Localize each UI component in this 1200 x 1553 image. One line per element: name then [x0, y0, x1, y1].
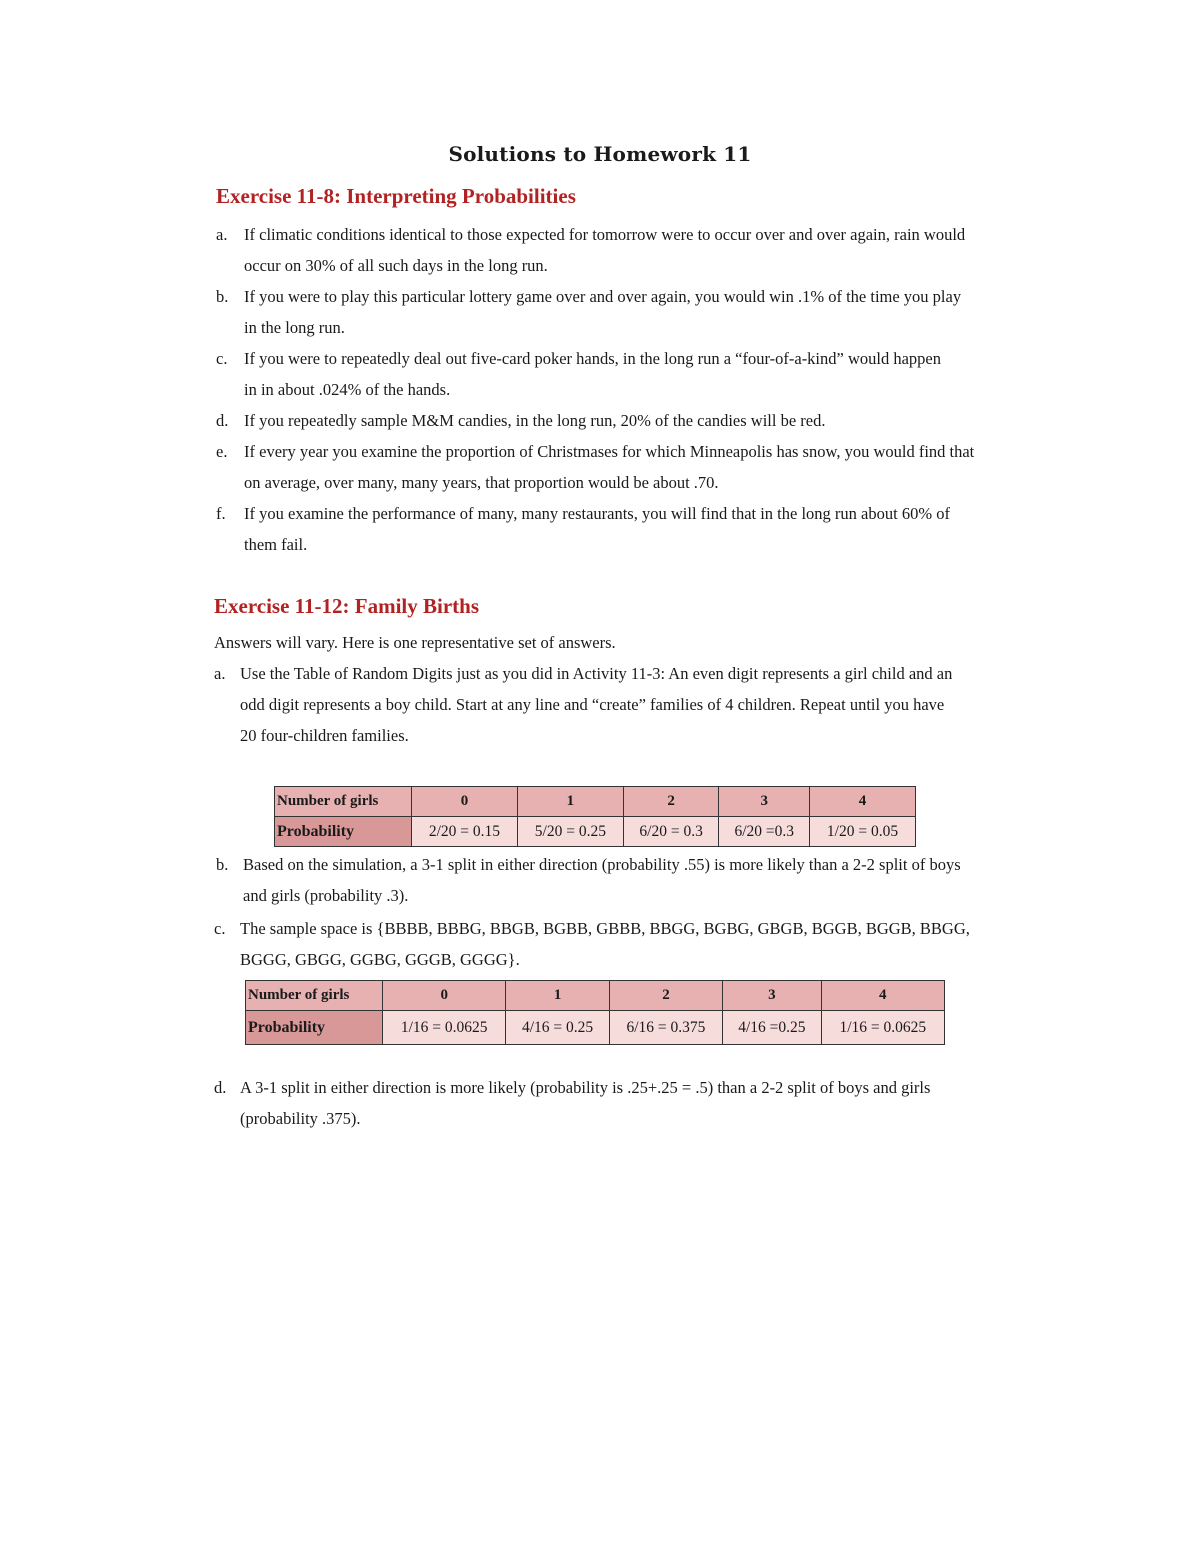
list-item [216, 436, 986, 498]
table-cell: 4/16 = 0.25 [506, 1011, 609, 1045]
list-item-text: If climatic conditions identical to those expected for tomorrow were to occur over and over again, rain would occur on 30% of all such days in the long run. [244, 225, 966, 275]
table-cell: 6/20 = 0.3 [623, 817, 719, 847]
list-item [216, 219, 986, 281]
list-item-text: If you repeatedly sample M&M candies, in the long run, 20% of the candies will be red. [244, 411, 826, 430]
table-row [246, 1011, 945, 1045]
page-title: Solutions to Homework 11 [448, 142, 752, 166]
table-cell: 4/16 =0.25 [723, 1011, 821, 1045]
list-marker: b. [216, 287, 229, 306]
list-marker: a. [216, 225, 228, 244]
table-header-cell: 2 [609, 981, 722, 1011]
list-item [214, 658, 964, 751]
list-item [216, 849, 981, 911]
exercise-11-12-heading: Exercise 11-12: Family Births [214, 594, 479, 618]
sample-space-table [245, 980, 945, 1045]
intro-text: Answers will vary. Here is one representative set of answers. [214, 633, 616, 652]
table-header-cell: 0 [412, 787, 518, 817]
list-marker: a. [214, 664, 226, 683]
table-cell: 1/20 = 0.05 [810, 817, 916, 847]
list-marker: c. [214, 919, 226, 938]
table-row-label: Number of girls [275, 787, 412, 817]
list-item [216, 343, 986, 405]
list-marker: d. [216, 411, 229, 430]
table-cell: 2/20 = 0.15 [412, 817, 518, 847]
list-marker: f. [216, 504, 226, 523]
table-row-label: Probability [275, 817, 412, 847]
table-row-label: Number of girls [246, 981, 383, 1011]
list-item-text: If every year you examine the proportion of Christmases for which Minneapolis has snow, you would find that on average, over many, many years, that proportion would be about .70. [244, 442, 975, 492]
exercise-11-8-heading: Exercise 11-8: Interpreting Probabilities [216, 184, 576, 208]
table-header-cell: 1 [506, 981, 609, 1011]
list-item [214, 913, 989, 975]
list-marker: c. [216, 349, 228, 368]
list-marker: d. [214, 1078, 227, 1097]
table-header-cell: 2 [623, 787, 719, 817]
table-header-cell: 4 [821, 981, 944, 1011]
list-item [216, 281, 986, 343]
table-cell: 6/16 = 0.375 [609, 1011, 722, 1045]
table-cell: 6/20 =0.3 [719, 817, 810, 847]
table-cell: 5/20 = 0.25 [517, 817, 623, 847]
list-marker: b. [216, 855, 229, 874]
list-item-text: If you were to play this particular lottery game over and over again, you would win .1% of the time you play in the long run. [244, 287, 962, 337]
list-item-text: Use the Table of Random Digits just as you did in Activity 11-3: An even digit represents a girl child and an odd digit represents a boy child. Start at any line and “create” families of 4 children. Repeat until you have 20 four-children families. [240, 664, 953, 745]
list-marker: e. [216, 442, 228, 461]
list-item-text: The sample space is {BBBB, BBBG, BBGB, BGBB, GBBB, BBGG, BGBG, GBGB, BGGB, BGGB, BBGG, BGGG, GBGG, GGBG, GGGB, GGGG}. [240, 919, 970, 969]
table-header-cell: 4 [810, 787, 916, 817]
list-item-text: Based on the simulation, a 3-1 split in either direction (probability .55) is more likely than a 2-2 split of boys and girls (probability .3). [243, 855, 961, 905]
table-row [275, 817, 916, 847]
list-item [216, 498, 986, 560]
list-item-text: If you examine the performance of many, many restaurants, you will find that in the long run about 60% of them fail. [244, 504, 950, 554]
table-cell: 1/16 = 0.0625 [821, 1011, 944, 1045]
list-item-text: A 3-1 split in either direction is more likely (probability is .25+.25 = .5) than a 2-2 split of boys and girls (probability .375). [240, 1078, 931, 1128]
list-item [216, 405, 986, 436]
table-row-label: Probability [246, 1011, 383, 1045]
table-header-cell: 1 [517, 787, 623, 817]
list-item-text: If you were to repeatedly deal out five-card poker hands, in the long run a “four-of-a-kind” would happen in in about .024% of the hands. [244, 349, 941, 399]
table-cell: 1/16 = 0.0625 [383, 1011, 506, 1045]
table-header-cell: 3 [723, 981, 821, 1011]
list-item [214, 1072, 974, 1134]
table-header-cell: 0 [383, 981, 506, 1011]
table-header-cell: 3 [719, 787, 810, 817]
table-row [246, 981, 945, 1011]
table-row [275, 787, 916, 817]
simulation-table [274, 786, 916, 847]
